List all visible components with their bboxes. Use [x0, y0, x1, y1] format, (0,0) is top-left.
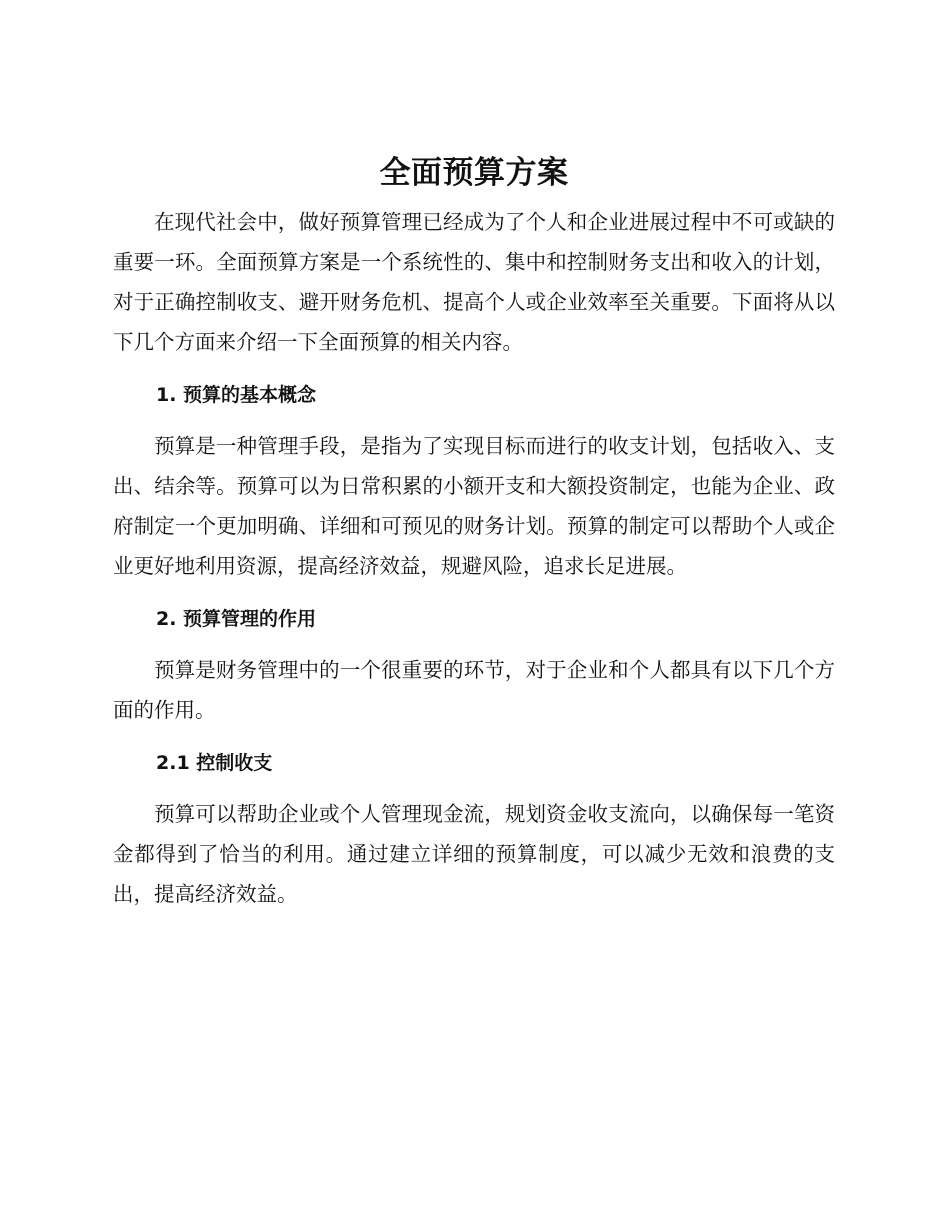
document-body — [113, 150, 835, 914]
document-title: 全面预算方案 — [379, 155, 569, 191]
section-heading-control-income-expense: 2.1 控制收支 — [156, 752, 273, 774]
section-body-control-income-expense: 预算可以帮助企业或个人管理现金流，规划资金收支流向，以确保每一笔资金都得到了恰当的利用。通过建立详细的预算制度，可以减少无效和浪费的支出，提高经济效益。 — [113, 802, 835, 906]
section-body-basic-concept: 预算是一种管理手段，是指为了实现目标而进行的收支计划，包括收入、支出、结余等。预算可以为日常积累的小额开支和大额投资制定，也能为企业、政府制定一个更加明确、详细和可预见的财务计划。预算的制定可以帮助个人或企业更好地利用资源，提高经济效益，规避风险，追求长足进展。 — [113, 434, 835, 578]
intro-paragraph: 在现代社会中，做好预算管理已经成为了个人和企业进展过程中不可或缺的重要一环。全面预算方案是一个系统性的、集中和控制财务支出和收入的计划，对于正确控制收支、避开财务危机、提高个人或企业效率至关重要。下面将从以下几个方面来介绍一下全面预算的相关内容。 — [113, 210, 835, 354]
section-body-budget-role: 预算是财务管理中的一个很重要的环节，对于企业和个人都具有以下几个方面的作用。 — [113, 658, 835, 722]
section-heading-budget-role: 2. 预算管理的作用 — [156, 608, 317, 630]
section-heading-basic-concept: 1. 预算的基本概念 — [156, 384, 317, 406]
